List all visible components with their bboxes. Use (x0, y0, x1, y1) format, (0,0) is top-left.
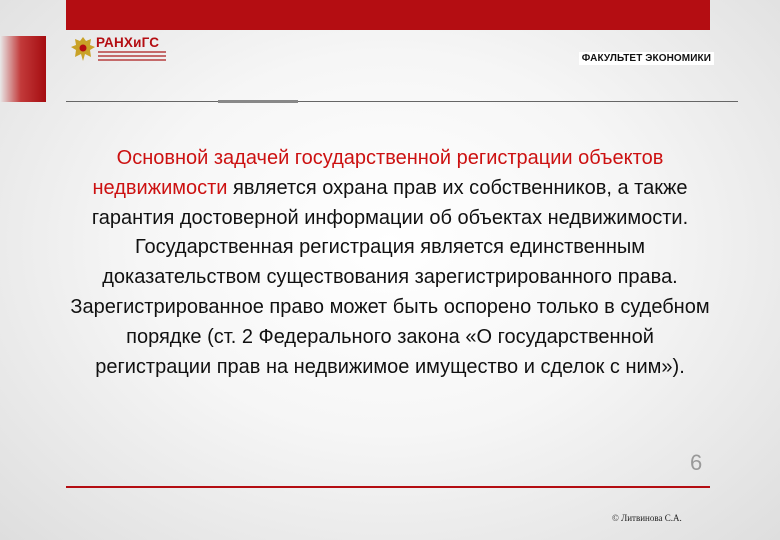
side-red-tab (0, 36, 46, 102)
ranepa-logo (70, 34, 170, 64)
logo-subtitle-lines (98, 51, 166, 63)
page-number: 6 (690, 450, 703, 475)
logo-text: РАНХиГС (96, 35, 160, 50)
header-divider-accent (218, 100, 298, 103)
eagle-emblem-icon (70, 34, 96, 64)
body-text: является охрана прав их собственников, а также гарантия достоверной информации об объектах недвижимости. Государственная регистрация является единственным доказательством существования зарегистрированного права. Зарегистрированное право может быть оспорено только в судебном порядке (ст. 2 Федерального закона «О государственной регистрации прав на недвижимое имущество и сделок с ним»). (70, 176, 710, 378)
footer-divider (66, 486, 710, 488)
header-divider (66, 101, 738, 102)
highlight-text: Основной задачей государственной регистрации объектов недвижимости (92, 147, 664, 199)
faculty-title: ФАКУЛЬТЕТ ЭКОНОМИКИ (579, 52, 714, 65)
top-red-bar (66, 0, 710, 30)
copyright-text: © Литвинова С.А. (612, 513, 682, 523)
main-paragraph (70, 144, 710, 382)
